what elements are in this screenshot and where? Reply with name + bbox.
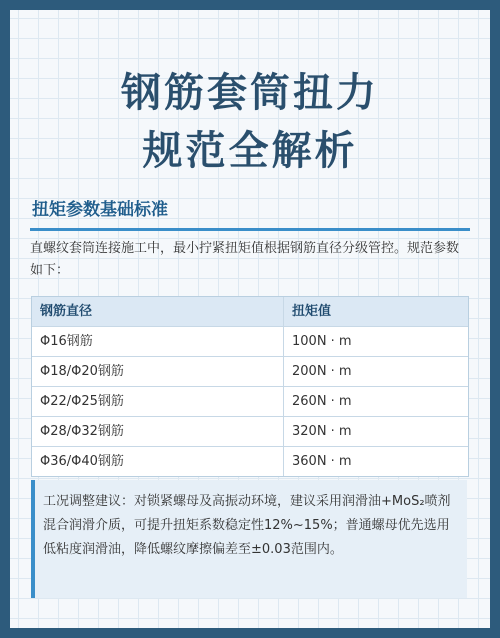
table-header-row: [32, 297, 468, 327]
table-row: [32, 447, 468, 476]
intro-paragraph: 直螺纹套筒连接施工中，最小拧紧扭矩值根据钢筋直径分级管控。规范参数如下：: [30, 241, 460, 278]
table-cell-torque: 260N · m: [292, 394, 352, 409]
table-cell-diameter: Φ28/Φ32钢筋: [32, 417, 284, 446]
table-header-diameter: 钢筋直径: [32, 297, 284, 326]
table-row: [32, 357, 468, 387]
table-cell-diameter: Φ36/Φ40钢筋: [32, 447, 284, 476]
table-row: [32, 417, 468, 447]
table-cell-torque: 320N · m: [292, 424, 352, 439]
table-row: [32, 387, 468, 417]
page-title-line1: 钢筋套筒扭力: [121, 70, 379, 116]
section-heading-bar: [30, 198, 470, 231]
table-cell-torque: 360N · m: [292, 454, 352, 469]
table-cell-diameter: Φ18/Φ20钢筋: [32, 357, 284, 386]
table-header-torque: 扭矩值: [292, 304, 332, 319]
torque-table: [31, 296, 469, 477]
section-heading: 扭矩参数基础标准: [32, 200, 168, 220]
table-cell-diameter: Φ22/Φ25钢筋: [32, 387, 284, 416]
table-row: [32, 327, 468, 357]
table-cell-torque: 100N · m: [292, 334, 352, 349]
page-title-line2: 规范全解析: [142, 128, 358, 174]
table-cell-torque: 200N · m: [292, 364, 352, 379]
table-cell-diameter: Φ16钢筋: [32, 327, 284, 356]
adjustment-note: 工况调整建议：对锁紧螺母及高振动环境，建议采用润滑油+MoS₂喷剂混合润滑介质，可提升扭矩系数稳定性12%~15%；普通螺母优先选用低粘度润滑油，降低螺纹摩擦偏差至±0.03范围内。: [31, 480, 467, 598]
